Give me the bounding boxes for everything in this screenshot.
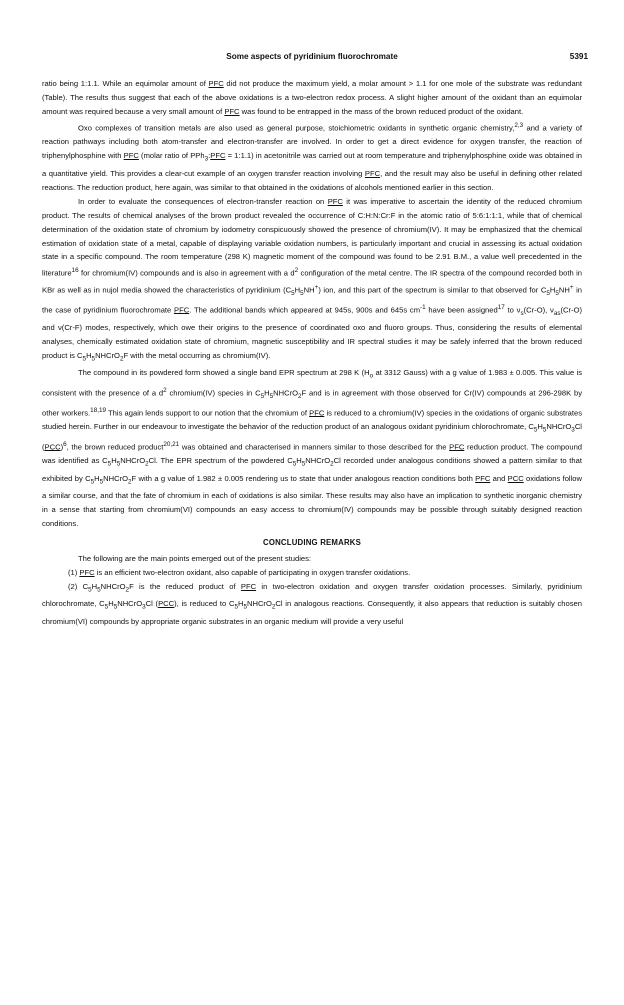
paragraph-continued: ratio being 1:1.1. While an equimolar amount of PFC did not produce the maximum yield, a molar amount > 1.1 for one mole of the substrate was redundant (Table). The results thus suggest that each of the above oxidations is a two-electron redox process. A slight higher amount of the oxidant than an equimolar amount was required because a very small amount of PFC was found to be entrapped in the mass of the brown reduced product of the oxidant. <box>42 79 583 116</box>
paragraph-oxo-complexes: Oxo complexes of transition metals are also used as general purpose, stoichiometric oxidants in synthetic organic chemistry,$^{2,3}$ and a variety of reaction pathways including both atom-transfer and electron-transfer are involved. In order to get a direct evidence for oxygen transfer, the reaction of triphenylphosphine with PFC (molar ratio of PPh$_3$:PFC = 1:1.1) in acetonitrile was carried out at room temperature and triphenylphosphine oxide was obtained in a quantitative yield. This provides a clear-cut example of an oxygen transfer reaction involving PFC, and the result may also be useful in defining other related reactions. The reduction product, here again, was similar to that obtained in the oxidations of alcohols mentioned earlier in this section. <box>42 121 583 192</box>
section-heading: CONCLUDING REMARKS <box>262 538 362 547</box>
paragraph-epr: The compound in its powdered form showed a single band EPR spectrum at 298 K ($H_o$ at 3312 Gauss) with a g value of 1.983 ± 0.005. This value is consistent with the presence of a $d^2$ chromium(IV) species in $C_5H_5NHCrO_2F$ and is in agreement with those observed for Cr(IV) compounds at 296-298K by other workers.$^{18,19}$ This again lends support to our notion that the chromium of PFC is reduced to a chromium(IV) species in the oxidations of organic substrates studied herein. Further in our endeavour to investigate the behavior of the reduction product of an analogous oxidant pyridinium chlorochromate, $C_5H_5NHCrO_3Cl$ (PCC)$^6$, the brown reduced product$^{20,21}$ was obtained and characterised in manners similar to those described for the PFC reduction product. The compound was identified as $C_5H_5NHCrO_2Cl$. The EPR spectrum of the powdered $C_5H_5NHCrO_2Cl$ recorded under analogous conditions showed a pattern similar to that exhibited by $C_5H_5NHCrO_2F$ with a g value of 1.982 ± 0.005 rendering us to state that under analogous reaction conditions both PFC and PCC oxidations follow a similar course, and that the fate of chromium in each of oxidations is also similar. These results may also have an implication to synthetic inorganic chemistry in a sense that starting from chromium(VI) compounds an easy access to chromium(IV) compounds may be possible through suitably designed reaction conditions. <box>42 368 583 529</box>
paragraph-reduced-product: In order to evaluate the consequences of electron-transfer reaction on PFC it was imperative to ascertain the identity of the reduced chromium product. The results of chemical analyses of the brown product revealed the occurrence of C:H:N:Cr:F in the atomic ratio of 5:6:1:1:1, while that of chemical determination of the oxidation state of chromium by iodometry conspicuously showed the presence of chromium(IV). It may be emphasized that the chemical estimation of oxidation state of a metal, capable of displaying variable oxidation numbers, is particularly important and crucial in assessing its actual oxidation state in a specific compound. The room temperature (298 K) magnetic moment of the compound was found to be 2.91 B.M., a value well precedented in the literature$^{16}$ for chromium(IV) compounds and is also in agreement with a $d^2$ configuration of the metal centre. The IR spectra of the compound recorded both in KBr as well as in nujol media showed the characteristics of pyridinium $(C_5H_5NH^+)$ ion, and this part of the spectrum is similar to that observed for $C_5H_5NH^+$ in the case of pyridinium fluorochromate PFC. The additional bands which appeared at 945s, 900s and 645s $cm^{-1}$ have been assigned$^{17}$ to $\nu_s(Cr-O)$, $\nu_{as}(Cr-O)$ and ν(Cr-F) modes, respectively, which owe their origins to the presence of coordinated oxo and fluoro groups. Thus, considering the results of elemental analyses, chemically estimated oxidation state of chromium, magnetic susceptibility and IR spectral studies it may be safely inferred that the brown reduced product is $C_5H_5NHCrO_2F$ with the metal occurring as chromium(IV). <box>42 196 583 363</box>
page-number: 5391 <box>569 52 588 61</box>
concluding-item-1: (1) PFC is an efficient two-electron oxidant, also capable of participating in oxygen transfer oxidations. <box>68 567 411 577</box>
running-title: Some aspects of pyridinium fluorochromate <box>226 52 398 61</box>
article-body <box>42 77 582 629</box>
running-head <box>0 52 624 68</box>
concluding-item-2: (2) $C_5H_5NHCrO_2F$ is the reduced product of PFC in two-electron oxidation and oxygen transfer oxidation processes. Similarly, pyridinium chlorochromate, $C_5H_5NHCrO_3Cl$ (PCC), is reduced to $C_5H_5NHCrO_2Cl$ in analogous reactions. Consequently, it also appears that reduction is suitably chosen chromium(VI) compounds by appropriate organic substrates in an organic medium will provide a very useful <box>42 581 583 626</box>
concluding-intro: The following are the main points emerged out of the present studies: <box>78 553 312 563</box>
